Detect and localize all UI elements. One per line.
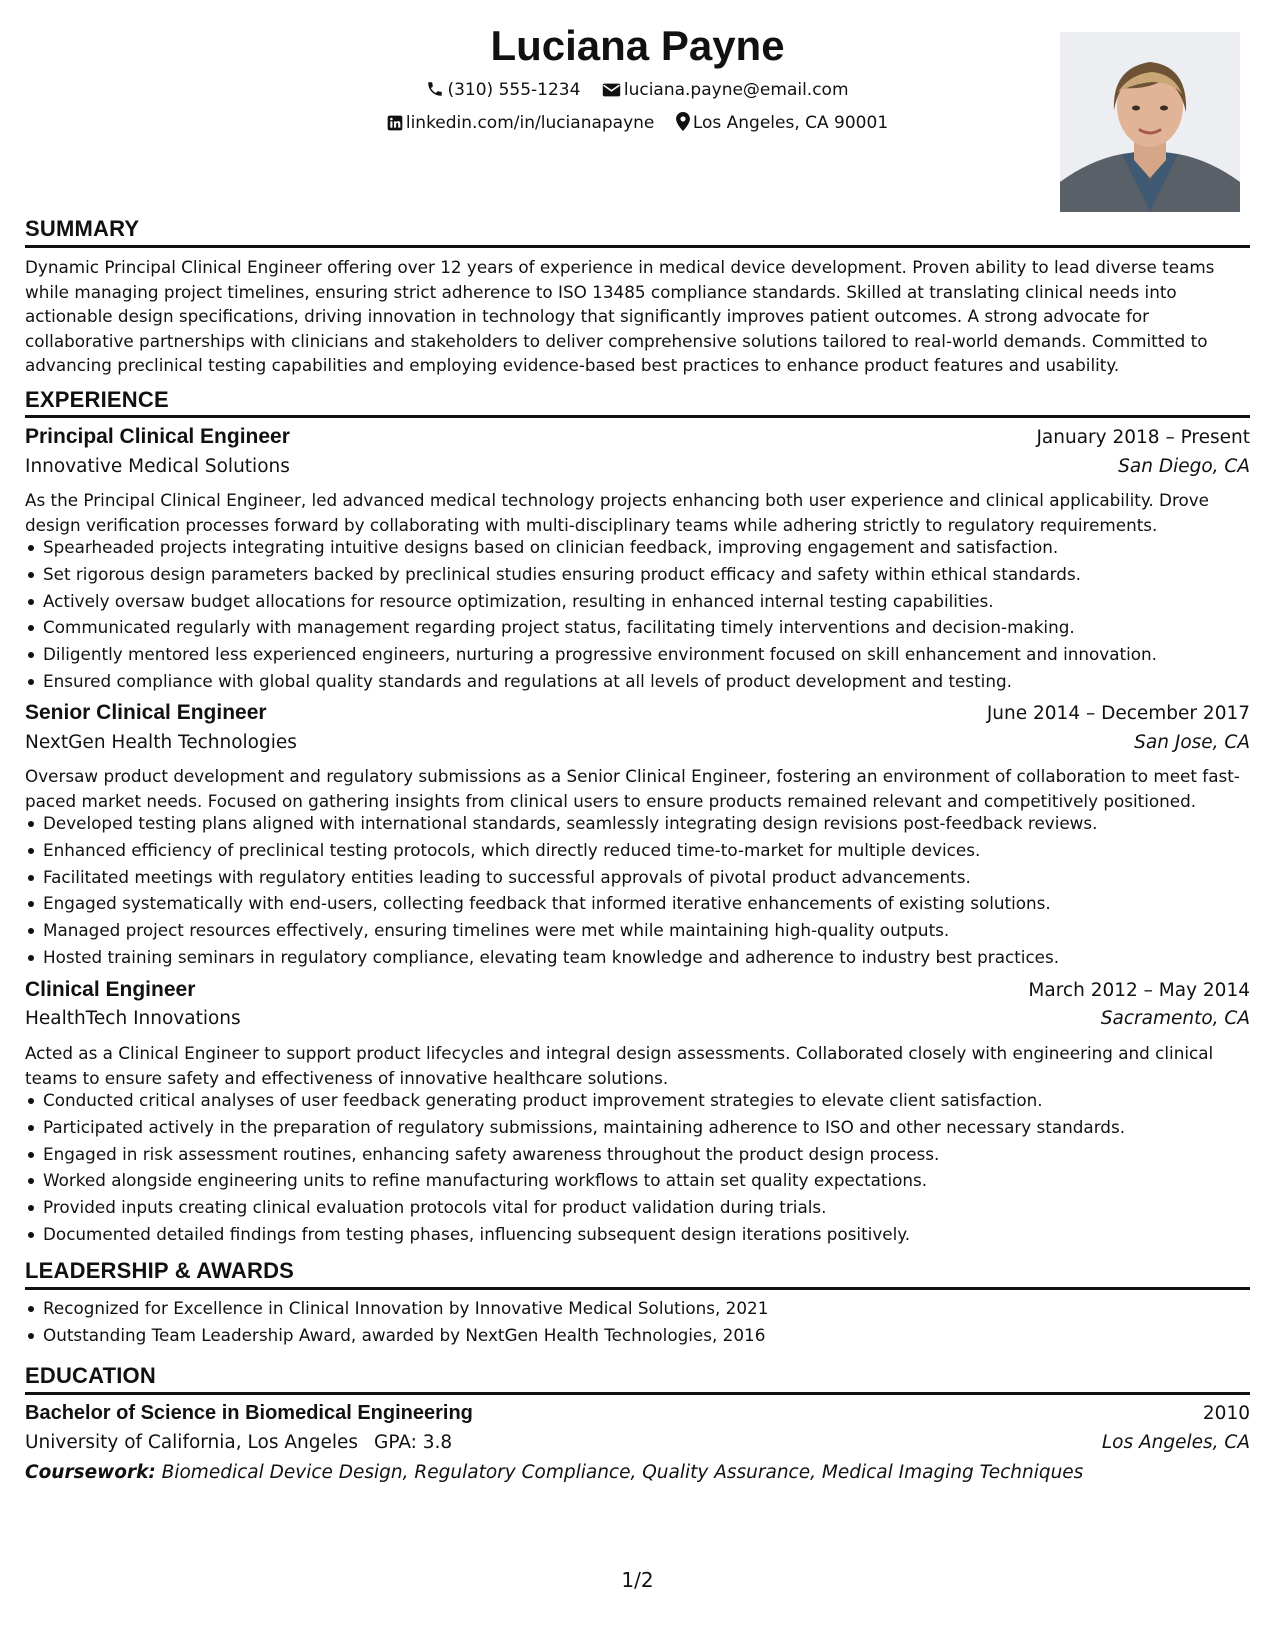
- experience-heading: EXPERIENCE: [25, 387, 169, 412]
- coursework-label: Coursework:: [25, 1462, 156, 1483]
- list-item: Conducted critical analyses of user feedback generating product improvement strategies to elevate client satisfaction.: [25, 1087, 1250, 1114]
- list-item: Facilitated meetings with regulatory entities leading to successful approvals of pivotal product advancements.: [25, 864, 1250, 891]
- list-item: Ensured compliance with global quality standards and regulations at all levels of product development and testing.: [25, 668, 1250, 695]
- portrait-image: [1060, 32, 1240, 212]
- job-description: Acted as a Clinical Engineer to support product lifecycles and integral design assessments. Collaborated closely with engineering and clinical teams to ensure safety and effectiveness of innovative healthcare solutions.: [25, 1043, 1214, 1088]
- job-description: As the Principal Clinical Engineer, led advanced medical technology projects enhancing both user experience and clinical applicability. Drove design verification processes forward by collaborating with multi-disciplinary teams while adhering strictly to regulatory requirements.: [25, 490, 1210, 535]
- job-location: San Diego, CA: [1118, 456, 1250, 477]
- job-company: HealthTech Innovations: [25, 1008, 241, 1029]
- summary-text: Dynamic Principal Clinical Engineer offering over 12 years of experience in medical device development. Proven ability to lead diverse teams while managing project timelines, ensuring strict adherence to ISO 13485 compliance standards. Skilled at translating clinical needs into actionable design specifications, driving innovation in technology that significantly improves patient outcomes. A strong advocate for collaborative partnerships with clinicians and stakeholders to deliver comprehensive solutions tailored to real-world demands. Committed to advancing preclinical testing capabilities and employing evidence-based best practices to enhance product features and usability.: [25, 257, 1215, 375]
- phone-contact: [426, 80, 580, 100]
- job-bullets: [25, 810, 1250, 971]
- job-title: Clinical Engineer: [25, 978, 196, 1001]
- job-dates: June 2014 – December 2017: [986, 703, 1250, 724]
- linkedin-icon: [387, 115, 403, 131]
- linkedin-contact[interactable]: [387, 113, 655, 133]
- list-item: Spearheaded projects integrating intuitive designs based on clinician feedback, improving engagement and satisfaction.: [25, 534, 1250, 561]
- experience-divider: [25, 415, 1250, 418]
- list-item: Recognized for Excellence in Clinical Innovation by Innovative Medical Solutions, 2021: [25, 1295, 1250, 1322]
- list-item: Actively oversaw budget allocations for resource optimization, resulting in enhanced internal testing capabilities.: [25, 588, 1250, 615]
- gpa-value: GPA: 3.8: [374, 1432, 453, 1453]
- list-item: Diligently mentored less experienced engineers, nurturing a progressive environment focused on skill enhancement and innovation.: [25, 641, 1250, 668]
- list-item: Engaged systematically with end-users, collecting feedback that informed iterative enhancements of existing solutions.: [25, 890, 1250, 917]
- profile-photo: [1060, 32, 1240, 212]
- job-location: Sacramento, CA: [1100, 1008, 1250, 1029]
- email-address: luciana.payne@email.com: [623, 80, 849, 100]
- job-bullets: [25, 1087, 1250, 1248]
- job-description: Oversaw product development and regulatory submissions as a Senior Clinical Engineer, fostering an environment of collaboration to meet fast-paced market needs. Focused on gathering insights from clinical users to ensure products remained relevant and competitively positioned.: [25, 766, 1240, 811]
- candidate-name: Luciana Payne: [490, 22, 785, 69]
- leadership-heading: LEADERSHIP & AWARDS: [25, 1258, 295, 1283]
- list-item: Hosted training seminars in regulatory compliance, elevating team knowledge and adherence to industry best practices.: [25, 944, 1250, 971]
- list-item: Communicated regularly with management regarding project status, facilitating timely interventions and decision-making.: [25, 614, 1250, 641]
- list-item: Set rigorous design parameters backed by preclinical studies ensuring product efficacy and safety within ethical standards.: [25, 561, 1250, 588]
- list-item: Engaged in risk assessment routines, enhancing safety awareness throughout the product design process.: [25, 1141, 1250, 1168]
- list-item: Enhanced efficiency of preclinical testing protocols, which directly reduced time-to-market for multiple devices.: [25, 837, 1250, 864]
- job-company: NextGen Health Technologies: [25, 732, 297, 753]
- school-line: [25, 1432, 452, 1453]
- school-name: University of California, Los Angeles: [25, 1432, 359, 1453]
- list-item: Outstanding Team Leadership Award, awarded by NextGen Health Technologies, 2016: [25, 1322, 1250, 1349]
- coursework-list: Biomedical Device Design, Regulatory Compliance, Quality Assurance, Medical Imaging Techniques: [161, 1462, 1084, 1483]
- resume-page: [25, 0, 1250, 1650]
- job-bullets: [25, 534, 1250, 695]
- coursework-line: [25, 1462, 1083, 1483]
- page-number: 1/2: [621, 1568, 654, 1592]
- list-item: Managed project resources effectively, ensuring timelines were met while maintaining high-quality outputs.: [25, 917, 1250, 944]
- resume-header: [25, 0, 1250, 215]
- job-location: San Jose, CA: [1134, 732, 1250, 753]
- envelope-icon: [602, 82, 621, 98]
- list-item: Participated actively in the preparation of regulatory submissions, maintaining adherence to ISO and other necessary standards.: [25, 1114, 1250, 1141]
- job-dates: March 2012 – May 2014: [1028, 980, 1250, 1001]
- linkedin-url: linkedin.com/in/lucianapayne: [405, 113, 655, 133]
- summary-heading: SUMMARY: [25, 216, 140, 241]
- education-divider: [25, 1392, 1250, 1395]
- list-item: Worked alongside engineering units to refine manufacturing workflows to attain set quality expectations.: [25, 1167, 1250, 1194]
- email-contact[interactable]: [602, 80, 849, 100]
- list-item: Provided inputs creating clinical evaluation protocols vital for product validation during trials.: [25, 1194, 1250, 1221]
- list-item: Documented detailed findings from testing phases, influencing subsequent design iterations positively.: [25, 1221, 1250, 1248]
- phone-icon: [426, 80, 444, 98]
- phone-number: (310) 555-1234: [447, 80, 581, 100]
- graduation-year: 2010: [1202, 1403, 1250, 1424]
- location-text: Los Angeles, CA 90001: [692, 113, 889, 133]
- job-title: Principal Clinical Engineer: [25, 425, 290, 448]
- degree-title: Bachelor of Science in Biomedical Engineering: [25, 1402, 473, 1424]
- map-pin-icon: [676, 112, 690, 131]
- summary-divider: [25, 245, 1250, 248]
- job-dates: January 2018 – Present: [1036, 427, 1250, 448]
- job-company: Innovative Medical Solutions: [25, 456, 290, 477]
- school-location: Los Angeles, CA: [1101, 1432, 1250, 1453]
- leadership-divider: [25, 1287, 1250, 1290]
- job-title: Senior Clinical Engineer: [25, 701, 267, 724]
- location-contact: [676, 112, 888, 133]
- awards-list: [25, 1295, 1250, 1349]
- list-item: Developed testing plans aligned with international standards, seamlessly integrating design revisions post-feedback reviews.: [25, 810, 1250, 837]
- education-heading: EDUCATION: [25, 1363, 156, 1388]
